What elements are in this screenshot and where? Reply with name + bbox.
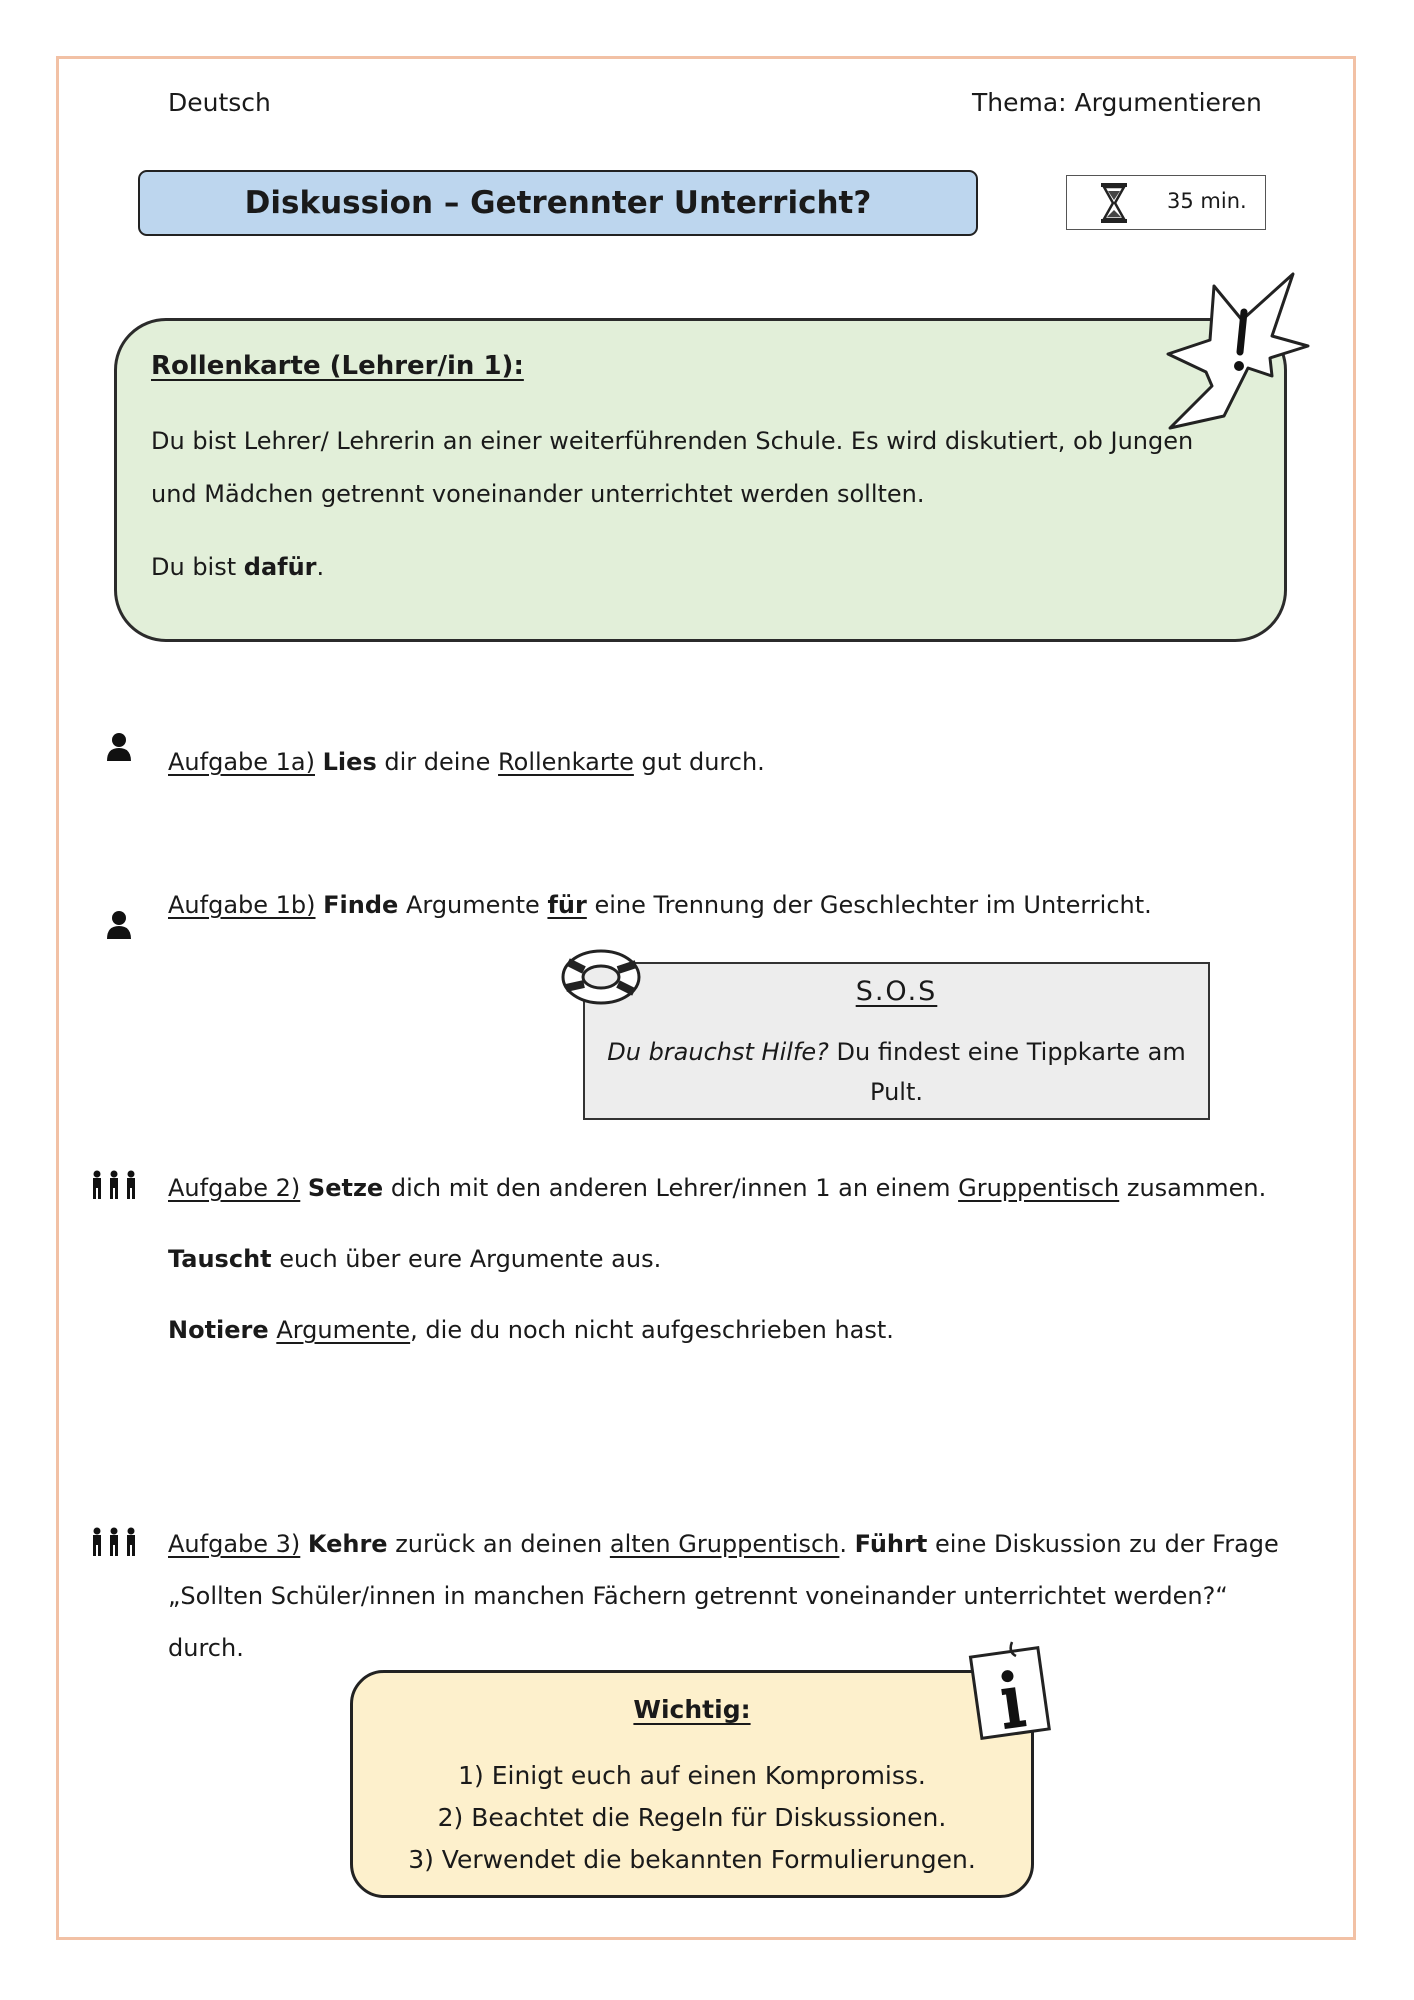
stance-suffix: . xyxy=(316,553,325,581)
task-1a-text-end: gut durch. xyxy=(633,748,765,776)
worksheet-title xyxy=(138,170,978,236)
timer-box xyxy=(1066,175,1266,230)
person-icon xyxy=(106,732,132,762)
title-text: Diskussion – Getrennter Unterricht? xyxy=(244,185,872,221)
task-2-line-3-link: Argumente xyxy=(276,1316,411,1344)
subject-label: Deutsch xyxy=(168,88,271,117)
task-2-text: dich mit den anderen Lehrer/innen 1 an einem xyxy=(383,1174,959,1202)
task-2-line-2 xyxy=(168,1245,661,1273)
role-card-stance xyxy=(151,553,324,581)
stance-value: dafür xyxy=(243,553,317,581)
timer-text: 35 min. xyxy=(1167,189,1247,213)
task-2 xyxy=(168,1174,1266,1202)
info-box xyxy=(350,1670,1034,1898)
topic-label: Thema: Argumentieren xyxy=(972,88,1262,117)
sos-question: Du brauchst Hilfe? xyxy=(607,1038,829,1066)
task-3-label: Aufgabe 3) xyxy=(168,1530,301,1558)
sos-hint: Du findest eine Tippkarte am Pult. xyxy=(828,1038,1186,1106)
task-1a-link: Rollenkarte xyxy=(498,748,634,776)
sos-title: S.O.S xyxy=(855,976,938,1007)
task-3-text-end: eine Diskussion zu der Frage xyxy=(927,1530,1279,1558)
task-1b xyxy=(168,891,1152,919)
info-note-icon xyxy=(968,1638,1052,1742)
task-2-line-3-text: , die du noch nicht aufgeschrieben hast. xyxy=(410,1316,894,1344)
task-3 xyxy=(168,1530,1279,1558)
group-icon xyxy=(90,1527,138,1557)
sos-text xyxy=(605,1032,1188,1112)
stance-prefix: Du bist xyxy=(151,553,244,581)
task-1a-text: dir deine xyxy=(376,748,499,776)
task-1b-text-end: eine Trennung der Geschlechter im Unterricht. xyxy=(586,891,1152,919)
info-title: Wichtig: xyxy=(633,1695,751,1724)
task-2-verb-3: Notiere xyxy=(168,1316,269,1344)
task-1a xyxy=(168,748,765,776)
group-icon xyxy=(90,1170,138,1200)
exclamation-star-icon xyxy=(1160,268,1320,438)
task-2-verb-2: Tauscht xyxy=(168,1245,272,1273)
task-2-line-3 xyxy=(168,1316,894,1344)
role-card xyxy=(114,318,1287,642)
info-item: 2) Beachtet die Regeln für Diskussionen. xyxy=(437,1803,947,1832)
role-card-line-1: Du bist Lehrer/ Lehrerin an einer weiterführenden Schule. Es wird diskutiert, ob Jungen xyxy=(151,427,1194,455)
role-card-line-2: und Mädchen getrennt voneinander unterrichtet werden sollten. xyxy=(151,480,925,508)
task-1b-text: Argumente xyxy=(398,891,548,919)
task-3-text: zurück an deinen xyxy=(387,1530,610,1558)
task-1a-verb: Lies xyxy=(322,748,377,776)
info-item: 3) Verwendet die bekannten Formulierungen. xyxy=(408,1845,976,1874)
hourglass-icon xyxy=(1099,182,1129,224)
task-2-verb: Setze xyxy=(307,1174,384,1202)
task-1a-label: Aufgabe 1a) xyxy=(168,748,315,776)
task-1b-verb: Finde xyxy=(323,891,399,919)
task-3-question: „Sollten Schüler/innen in manchen Fächern getrennt voneinander unterrichtet werden?“ xyxy=(168,1582,1228,1610)
task-3-verb: Kehre xyxy=(307,1530,388,1558)
lifebuoy-icon xyxy=(558,944,644,1010)
task-3-text-mid: . xyxy=(839,1530,855,1558)
task-1b-emphasis: für xyxy=(547,891,587,919)
task-1b-label: Aufgabe 1b) xyxy=(168,891,316,919)
task-2-link: Gruppentisch xyxy=(958,1174,1120,1202)
task-2-text-end: zusammen. xyxy=(1119,1174,1267,1202)
info-item: 1) Einigt euch auf einen Kompromiss. xyxy=(458,1761,926,1790)
task-2-line-2-text: euch über eure Argumente aus. xyxy=(271,1245,662,1273)
task-2-label: Aufgabe 2) xyxy=(168,1174,301,1202)
task-3-link: alten Gruppentisch xyxy=(609,1530,840,1558)
person-icon xyxy=(106,910,132,940)
task-3-line-3: durch. xyxy=(168,1634,244,1662)
sos-box xyxy=(583,962,1210,1120)
task-3-verb-2: Führt xyxy=(854,1530,928,1558)
role-card-title: Rollenkarte (Lehrer/in 1): xyxy=(151,351,524,381)
